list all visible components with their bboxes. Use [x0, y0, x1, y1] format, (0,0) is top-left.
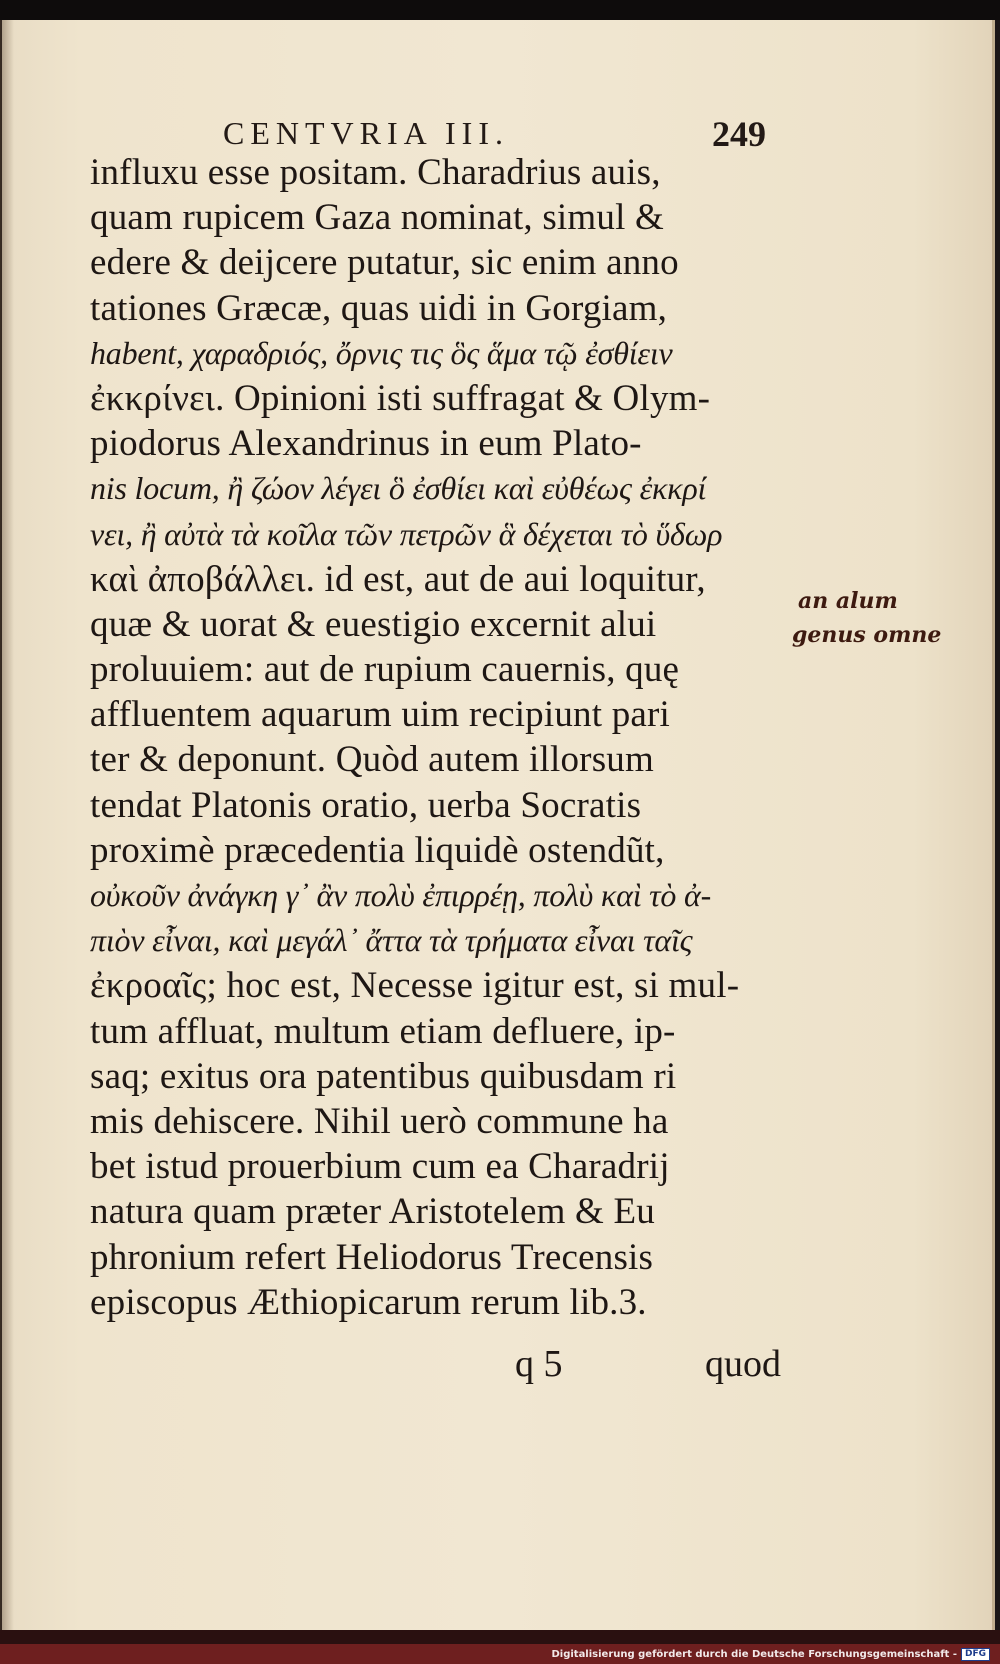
text-line: piodorus Alexandrinus in eum Plato-: [90, 423, 642, 465]
dfg-logo-icon: DFG: [961, 1648, 990, 1661]
text-line: influxu esse positam. Charadrius auis,: [90, 152, 661, 193]
text-line-greek: οὐκοῦν ἀνάγκη γ᾽ ἂν πολὺ ἐπιρρέῃ, πολὺ καὶ τὸ ἀ-: [90, 877, 712, 913]
page-footer: [0, 1342, 1000, 1392]
text-line: affluentem aquarum uim recipiunt pari: [90, 694, 671, 736]
text-line-greek: πιὸν εἶναι, καὶ μεγάλ᾽ ἄττα τὰ τρήματα εἶναι ταῖς: [90, 922, 693, 959]
running-head: CENTVRIA III.: [223, 115, 509, 151]
signature-mark: q 5: [515, 1343, 563, 1385]
text-line: tendat Platonis oratio, uerba Socratis: [90, 784, 642, 826]
text-line: ἐκροαῖς; hoc est, Necesse igitur est, si mul-: [90, 965, 740, 1007]
catchword: quod: [705, 1343, 781, 1385]
text-line: tationes Græcæ, quas uidi in Gorgiam,: [90, 287, 668, 329]
text-line: edere & deijcere putatur, sic enim anno: [90, 242, 679, 284]
margin-annotation: an alum: [798, 588, 898, 614]
digitization-credit: [551, 1648, 990, 1661]
page-number: 249: [712, 114, 766, 154]
text-line: ἐκκρίνει. Opinioni isti suffragat & Olym-: [90, 377, 711, 419]
text-line: καὶ ἀποβάλλει. id est, aut de aui loquitur,: [90, 558, 706, 600]
margin-annotation: genus omne: [792, 622, 942, 648]
text-line: quæ & uorat & euestigio excernit alui: [90, 603, 657, 645]
text-line-greek: habent, χαραδριός, ὄρνις τις ὃς ἅμα τῷ ἐσθίειν: [90, 334, 673, 371]
scan-bottom-edge: [0, 1630, 1000, 1644]
scan-bottom-band: [0, 1630, 1000, 1664]
text-line: quam rupicem Gaza nominat, simul &: [90, 197, 664, 239]
text-line: mis dehiscere. Nihil uerò commune ha: [90, 1100, 669, 1142]
text-line: proximè præcedentia liquidè ostendũt,: [90, 829, 665, 871]
text-line: ter & deponunt. Quòd autem illorsum: [90, 739, 654, 781]
page-header: [0, 115, 1000, 155]
text-line: proluuiem: aut de rupium cauernis, quę: [90, 649, 680, 691]
text-line: bet istud prouerbium cum ea Charadrij: [90, 1146, 670, 1188]
text-line: episcopus Æthiopicarum rerum lib.3.: [90, 1281, 647, 1323]
text-line: tum affluat, multum etiam defluere, ip-: [90, 1010, 676, 1052]
credit-text: Digitalisierung gefördert durch die Deutsche Forschungsgemeinschaft -: [551, 1649, 957, 1660]
text-line: saq; exitus ora patentibus quibusdam ri: [90, 1055, 677, 1097]
text-line-greek: νει, ἢ αὐτὰ τὰ κοῖλα τῶν πετρῶν ἃ δέχεται τὸ ὕδωρ: [90, 515, 723, 552]
scan-top-edge: [0, 0, 1000, 20]
text-line: phronium refert Heliodorus Trecensis: [90, 1236, 654, 1278]
text-line: natura quam præter Aristotelem & Eu: [90, 1191, 655, 1233]
text-line-greek: nis locum, ἢ ζώον λέγει ὃ ἐσθίει καὶ εὐθέως ἐκκρί: [90, 470, 707, 507]
body-text: [90, 150, 810, 1325]
